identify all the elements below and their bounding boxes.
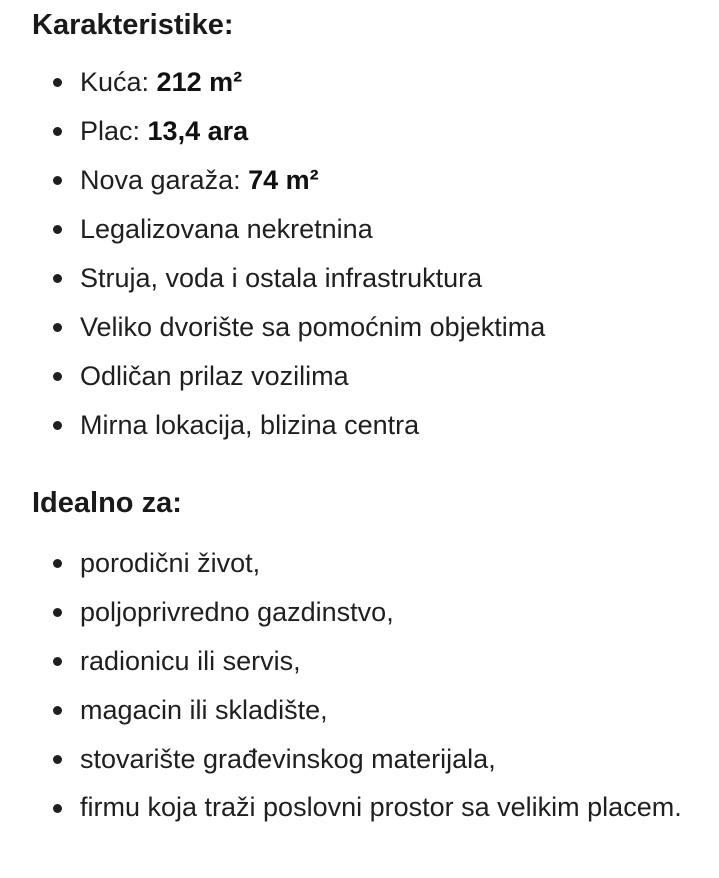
bullet-icon <box>53 755 62 764</box>
bullet-icon <box>53 176 62 185</box>
list-item: Odličan prilaz vozilima <box>32 352 699 401</box>
list-item: poljoprivredno gazdinstvo, <box>32 588 699 637</box>
bullet-icon <box>53 323 62 332</box>
idealno-heading: Idealno za: <box>32 487 182 519</box>
list-item: Nova garaža: 74 m² <box>32 156 699 205</box>
list-item: radionicu ili servis, <box>32 637 699 686</box>
bullet-icon <box>53 421 62 430</box>
karakteristike-heading: Karakteristike: <box>32 9 234 41</box>
bullet-icon <box>53 78 62 87</box>
bullet-icon <box>53 608 62 617</box>
bullet-icon <box>53 706 62 715</box>
bullet-icon <box>53 559 62 568</box>
idealno-section <box>32 478 699 831</box>
bullet-icon <box>53 372 62 381</box>
list-item: Struja, voda i ostala infrastruktura <box>32 254 699 303</box>
bullet-icon <box>53 225 62 234</box>
bullet-icon <box>53 127 62 136</box>
list-item: Plac: 13,4 ara <box>32 107 699 156</box>
list-item: porodični život, <box>32 539 699 588</box>
bullet-icon <box>53 657 62 666</box>
list-item: Mirna lokacija, blizina centra <box>32 401 699 450</box>
list-item: stovarište građevinskog materijala, <box>32 735 699 784</box>
list-item: magacin ili skladište, <box>32 686 699 735</box>
list-item: firmu koja traži poslovni prostor sa velikim placem. <box>32 784 699 831</box>
list-item: Veliko dvorište sa pomoćnim objektima <box>32 303 699 352</box>
idealno-list <box>32 539 699 831</box>
bullet-icon <box>53 274 62 283</box>
list-item: Kuća: 212 m² <box>32 58 699 107</box>
list-item: Legalizovana nekretnina <box>32 205 699 254</box>
karakteristike-list <box>32 58 699 450</box>
karakteristike-section <box>32 0 699 450</box>
bullet-icon <box>53 804 62 813</box>
